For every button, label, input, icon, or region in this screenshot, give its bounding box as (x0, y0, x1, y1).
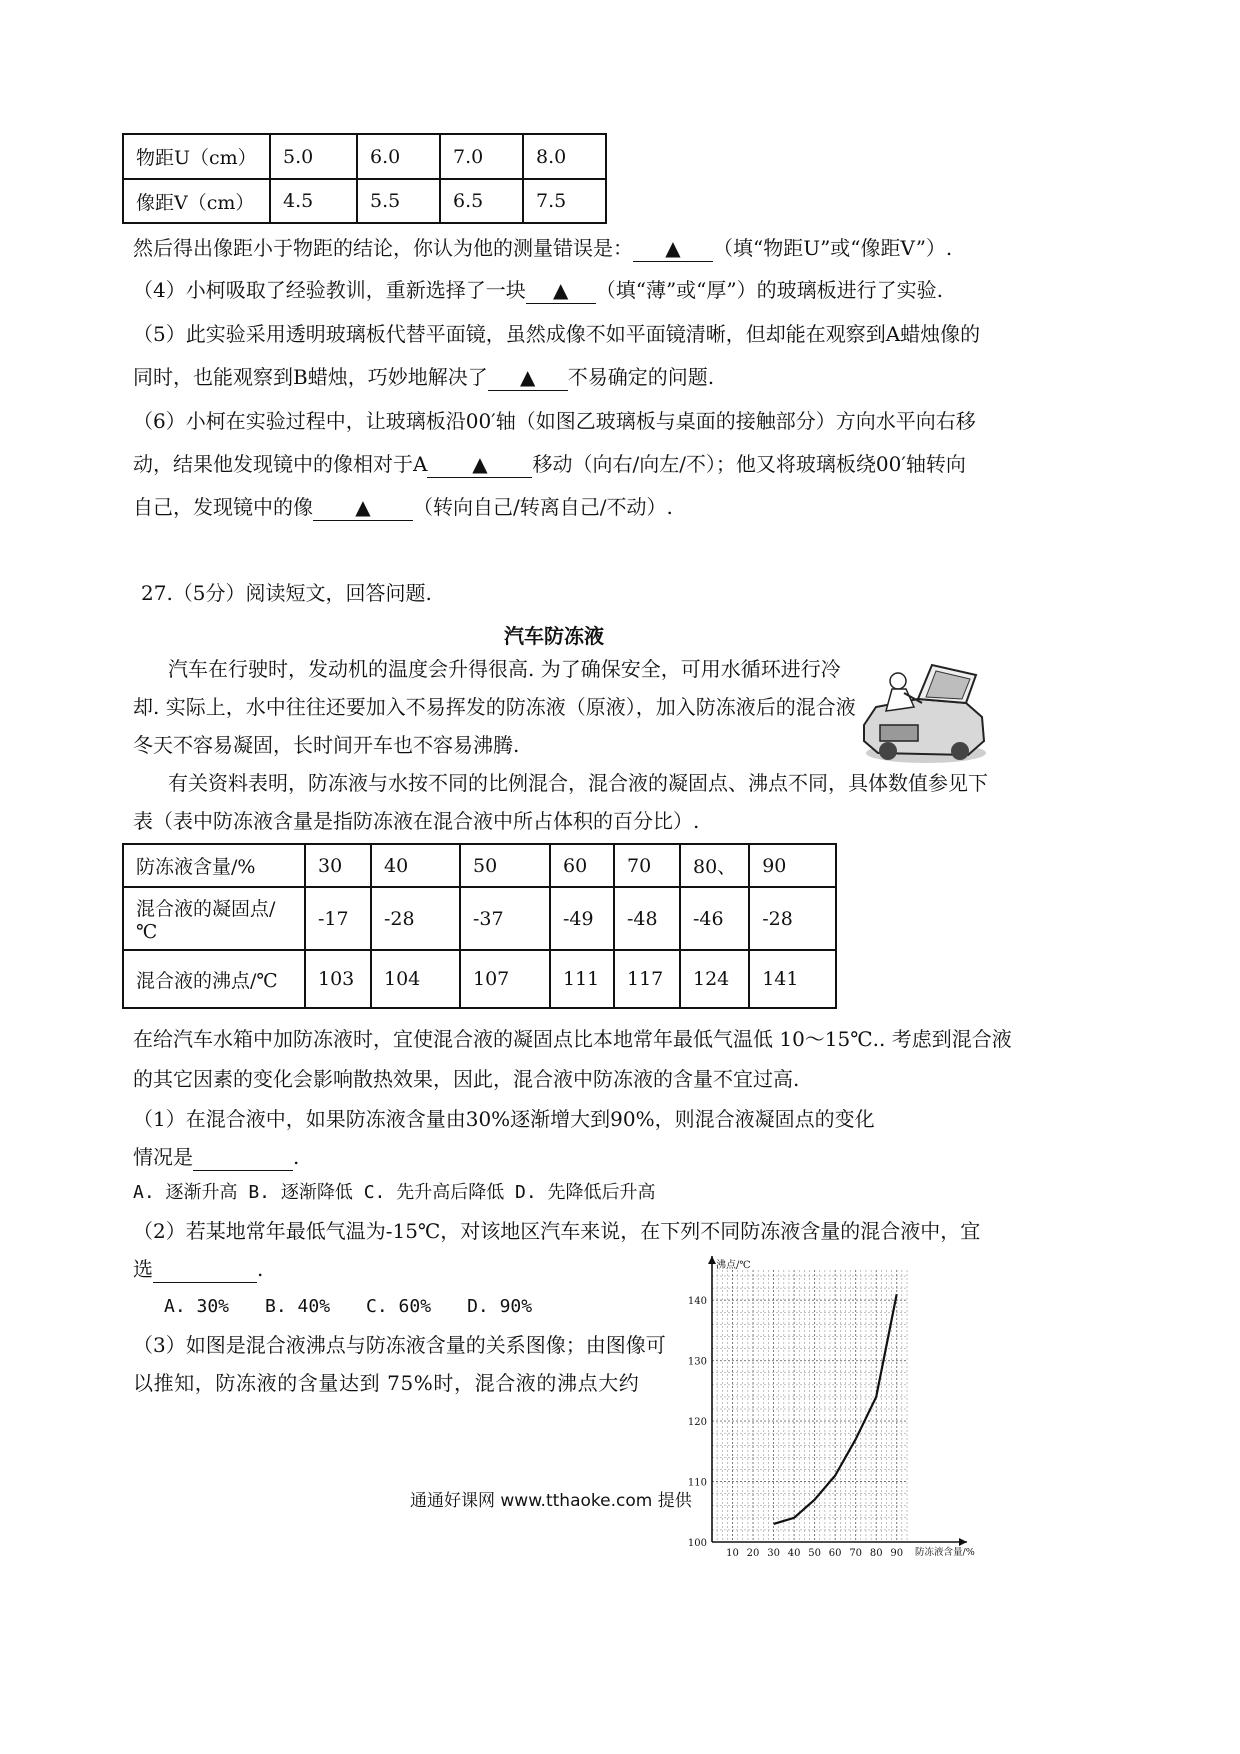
table-cell: 40 (371, 844, 460, 887)
y-axis-label: 沸点/℃ (716, 1260, 751, 1271)
boiling-point-chart (672, 1256, 992, 1556)
q5-line-1: （5）此实验采用透明玻璃板代替平面镜，虽然成像不如平面镜清晰，但却能在观察到A蜡烛像的 (133, 322, 981, 346)
table-cell: 103 (305, 950, 371, 1008)
q6-line-3 (133, 494, 673, 521)
table-cell: 5.5 (357, 179, 440, 223)
q6-line-1: （6）小柯在实验过程中，让玻璃板沿00′轴（如图乙玻璃板与桌面的接触部分）方向水平向右移 (133, 409, 976, 433)
q27-header: 27.（5分）阅读短文，回答问题. (141, 581, 432, 605)
triangle-marker: ▲ (472, 452, 488, 476)
y-tick-label: 120 (687, 1417, 707, 1429)
article-title: 汽车防冻液 (504, 624, 604, 648)
answer-blank[interactable] (488, 364, 568, 391)
table-cell: 6.0 (357, 134, 440, 179)
table-row (123, 887, 836, 950)
antifreeze-data-table (122, 843, 837, 1009)
q5-text-end: 不易确定的问题. (567, 365, 715, 389)
table-cell: 7.0 (440, 134, 523, 179)
table-cell: 70 (614, 844, 680, 887)
x-tick-label: 50 (808, 1548, 821, 1556)
sub1-line-2 (133, 1144, 299, 1171)
q6-hint: （转向自己/转离自己/不动）. (413, 495, 673, 519)
table-cell: -48 (614, 887, 680, 950)
table-cell: 60 (550, 844, 614, 887)
triangle-marker: ▲ (520, 365, 536, 389)
sub2-line-2 (133, 1256, 263, 1283)
row-label: 混合液的凝固点/℃ (123, 887, 305, 950)
y-tick-label: 130 (687, 1356, 707, 1368)
x-tick-label: 30 (767, 1548, 780, 1556)
x-tick-label: 20 (746, 1548, 760, 1556)
table-cell: -28 (371, 887, 460, 950)
row-label: 混合液的沸点/℃ (123, 950, 305, 1008)
table-cell: 8.0 (523, 134, 606, 179)
x-tick-label: 60 (828, 1548, 842, 1556)
table-cell: 50 (460, 844, 550, 887)
answer-blank[interactable] (427, 451, 532, 478)
q6-line-2 (133, 451, 966, 478)
y-axis-arrow (708, 1256, 716, 1264)
table-cell: 111 (550, 950, 614, 1008)
sub2-options: A. 30% B. 40% C. 60% D. 90% (164, 1296, 533, 1317)
table-cell: -37 (460, 887, 550, 950)
q6-text-3: 自己，发现镜中的像 (133, 495, 313, 519)
triangle-marker: ▲ (665, 236, 681, 260)
table-cell: 124 (680, 950, 749, 1008)
sub3-line-1: （3）如图是混合液沸点与防冻液含量的关系图像；由图像可 (133, 1333, 666, 1357)
table-row (123, 844, 836, 887)
x-axis-arrow (959, 1538, 967, 1546)
table-cell: -46 (680, 887, 749, 950)
sub2-line-1: （2）若某地常年最低气温为-15℃，对该地区汽车来说，在下列不同防冻液含量的混合液中，宜 (133, 1219, 981, 1243)
paragraph-1-line-1: 汽车在行驶时，发动机的温度会升得很高. 为了确保安全，可用水循环进行冷 (168, 657, 841, 681)
q3-text: 然后得出像距小于物距的结论，你认为他的测量错误是： (133, 236, 633, 260)
q6-text-mid: 移动（向右/向左/不）；他又将玻璃板绕00′轴转向 (532, 452, 966, 476)
answer-blank[interactable] (526, 277, 596, 304)
paragraph-1-line-2: 却. 实际上，水中往往还要加入不易挥发的防冻液（原液），加入防冻液后的混合液 (133, 695, 856, 719)
sub2-period: . (257, 1257, 264, 1281)
answer-blank[interactable] (153, 1256, 257, 1283)
table-cell: -17 (305, 887, 371, 950)
q6-text: 动，结果他发现镜中的像相对于A (133, 452, 428, 476)
sub1-text: 情况是 (133, 1145, 193, 1169)
answer-blank[interactable] (313, 494, 413, 521)
answer-blank[interactable] (193, 1144, 293, 1171)
page-footer: 通通好课网 www.tthaoke.com 提供 (410, 1491, 692, 1511)
triangle-marker: ▲ (355, 495, 371, 519)
triangle-marker: ▲ (553, 278, 569, 302)
row-label: 物距U（cm） (123, 134, 270, 179)
table-row (123, 179, 606, 223)
table-cell: 117 (614, 950, 680, 1008)
table-cell: 104 (371, 950, 460, 1008)
row-label: 防冻液含量/% (123, 844, 305, 887)
table-cell: 6.5 (440, 179, 523, 223)
object-image-distance-table (122, 133, 607, 224)
paragraph-2-line-2: 表（表中防冻液含量是指防冻液在混合液中所占体积的百分比）. (133, 809, 700, 833)
q5-line-2 (133, 364, 714, 391)
x-tick-label: 90 (890, 1548, 904, 1556)
table-cell: 80、 (680, 844, 749, 887)
y-tick-label: 110 (687, 1477, 707, 1489)
table-row (123, 134, 606, 179)
table-cell: 90 (749, 844, 836, 887)
q3-line (133, 235, 952, 262)
after-table-line-2: 的其它因素的变化会影响散热效果，因此，混合液中防冻液的含量不宜过高. (133, 1067, 800, 1091)
q5-text: 同时，也能观察到B蜡烛，巧妙地解决了 (133, 365, 488, 389)
x-tick-label: 80 (869, 1548, 883, 1556)
y-tick-label: 140 (687, 1296, 707, 1308)
y-tick-label: 100 (687, 1538, 707, 1549)
table-cell: 7.5 (523, 179, 606, 223)
x-tick-label: 40 (787, 1548, 801, 1556)
x-axis-label: 防冻液含量/% (915, 1547, 975, 1556)
sub1-period: . (293, 1145, 300, 1169)
row-label: 像距V（cm） (123, 179, 270, 223)
q4-line (133, 277, 943, 304)
sub1-line-1: （1）在混合液中，如果防冻液含量由30%逐渐增大到90%，则混合液凝固点的变化 (133, 1107, 875, 1131)
table-cell: 4.5 (270, 179, 357, 223)
table-cell: 30 (305, 844, 371, 887)
table-cell: 5.0 (270, 134, 357, 179)
q3-hint: （填“物距U”或“像距V”）. (713, 236, 953, 260)
paragraph-1-line-3: 冬天不容易凝固，长时间开车也不容易沸腾. (133, 733, 520, 757)
q4-hint: （填“薄”或“厚”）的玻璃板进行了实验. (595, 278, 943, 302)
after-table-line-1: 在给汽车水箱中加防冻液时，宜使混合液的凝固点比本地常年最低气温低 10～15℃.. 考虑到混合液 (133, 1027, 1012, 1051)
x-tick-label: 70 (849, 1548, 863, 1556)
table-cell: -49 (550, 887, 614, 950)
table-cell: -28 (749, 887, 836, 950)
answer-blank[interactable] (633, 235, 713, 262)
x-tick-label: 10 (726, 1548, 739, 1556)
car-mechanic-illustration (856, 655, 988, 767)
sub1-options: A. 逐渐升高 B. 逐渐降低 C. 先升高后降低 D. 先降低后升高 (133, 1182, 656, 1203)
sub3-line-2: 以推知，防冻液的含量达到 75%时，混合液的沸点大约 (133, 1371, 640, 1395)
table-cell: 107 (460, 950, 550, 1008)
paragraph-2-line-1: 有关资料表明，防冻液与水按不同的比例混合，混合液的凝固点、沸点不同，具体数值参见下 (168, 771, 988, 795)
q4-text: （4）小柯吸取了经验教训，重新选择了一块 (133, 278, 526, 302)
sub2-text: 选 (133, 1257, 153, 1281)
table-row (123, 950, 836, 1008)
table-cell: 141 (749, 950, 836, 1008)
